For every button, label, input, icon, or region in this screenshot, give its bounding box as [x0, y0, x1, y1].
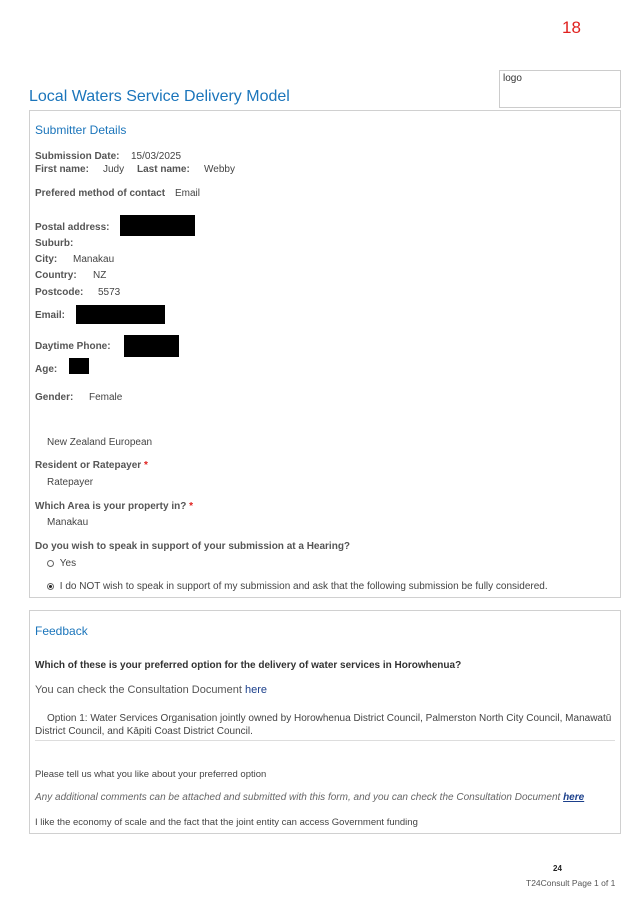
- consultation-text: You can check the Consultation Document: [35, 684, 242, 696]
- country-label: Country:: [35, 270, 77, 281]
- footer-page-total: 24: [553, 864, 562, 873]
- gender-value: Female: [89, 392, 123, 403]
- postal-address-label: Postal address:: [35, 222, 110, 233]
- submitter-details-panel: [29, 110, 621, 598]
- area-label-text: Which Area is your property in?: [35, 501, 187, 512]
- ethnicity-value: New Zealand European: [47, 437, 153, 448]
- radio-unselected-icon[interactable]: [47, 560, 54, 567]
- resident-value: Ratepayer: [47, 477, 94, 488]
- submitter-details-title: Submitter Details: [35, 123, 127, 137]
- redacted-phone: [124, 335, 179, 357]
- redacted-email: [76, 305, 165, 324]
- contact-method-value: Email: [175, 188, 201, 199]
- additional-comments-note: [35, 792, 584, 803]
- hearing-option-no-label: I do NOT wish to speak in support of my submission and ask that the following submission be fully considered.: [59, 581, 548, 592]
- preferred-option-answer: Option 1: Water Services Organisation jointly owned by Horowhenua District Council, Palmerston North City Council, Manawatū District Council, and Kāpiti Coast District Council.: [35, 713, 612, 737]
- country-value: NZ: [93, 270, 107, 281]
- first-name-value: Judy: [103, 164, 125, 175]
- last-name-value: Webby: [204, 164, 235, 175]
- submission-date-value: 15/03/2025: [131, 151, 182, 162]
- age-label: Age:: [35, 364, 58, 375]
- additional-comments-text: Any additional comments can be attached and submitted with this form, and you can check the Consultation Document: [35, 792, 561, 803]
- email-label: Email:: [35, 310, 66, 321]
- resident-label-text: Resident or Ratepayer: [35, 460, 142, 471]
- additional-comments-link[interactable]: here: [563, 792, 585, 803]
- divider: [35, 740, 615, 741]
- hearing-option-no[interactable]: [47, 581, 548, 592]
- consultation-link[interactable]: here: [244, 684, 267, 696]
- logo-placeholder: logo: [499, 70, 621, 108]
- area-label: [35, 501, 193, 512]
- document-title: Local Waters Service Delivery Model: [29, 88, 290, 105]
- redacted-age: [69, 358, 89, 374]
- hearing-option-yes[interactable]: [47, 558, 76, 569]
- like-question: Please tell us what you like about your preferred option: [35, 769, 267, 780]
- contact-method-label: Prefered method of contact: [35, 188, 166, 199]
- postcode-value: 5573: [98, 287, 121, 298]
- last-name-label: Last name:: [137, 164, 190, 175]
- required-asterisk: *: [189, 501, 194, 512]
- footer-source: T24Consult Page 1 of 1: [526, 878, 616, 888]
- radio-selected-icon[interactable]: [47, 583, 54, 590]
- area-value: Manakau: [47, 517, 89, 528]
- preferred-option-question: Which of these is your preferred option for the delivery of water services in Horowhenua?: [35, 660, 462, 671]
- city-label: City:: [35, 254, 58, 265]
- hearing-option-yes-label: Yes: [59, 558, 77, 569]
- required-asterisk: *: [143, 460, 148, 471]
- submission-date-label: Submission Date:: [35, 151, 120, 162]
- daytime-phone-label: Daytime Phone:: [35, 341, 111, 352]
- postcode-label: Postcode:: [35, 287, 84, 298]
- resident-label: [35, 460, 148, 471]
- redacted-postal-address: [120, 215, 195, 236]
- page-number: 18: [562, 18, 581, 37]
- hearing-question: Do you wish to speak in support of your submission at a Hearing?: [35, 541, 351, 552]
- consultation-document-line: [35, 684, 267, 696]
- like-answer: I like the economy of scale and the fact that the joint entity can access Government funding: [35, 817, 418, 828]
- feedback-title: Feedback: [35, 624, 88, 638]
- first-name-label: First name:: [35, 164, 89, 175]
- gender-label: Gender:: [35, 392, 74, 403]
- city-value: Manakau: [73, 254, 115, 265]
- suburb-label: Suburb:: [35, 238, 74, 249]
